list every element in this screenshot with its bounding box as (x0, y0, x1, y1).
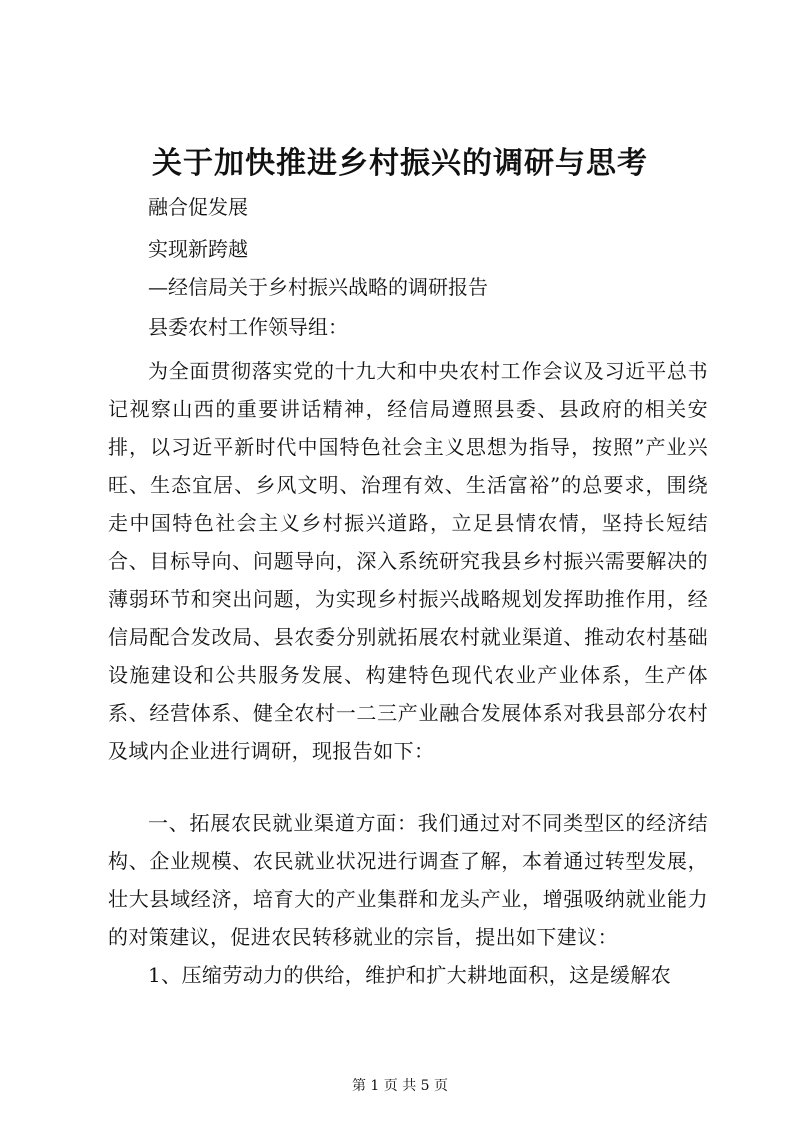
paragraph-item-1: 1、压缩劳动力的供给，维护和扩大耕地面积，这是缓解农 (148, 963, 672, 987)
page-footer: 第 1 页 共 5 页 (351, 1078, 449, 1094)
subtitle-line-1: 融合促发展 (148, 195, 248, 219)
subtitle-line-2: 实现新跨越 (148, 237, 248, 261)
salutation: 县委农村工作领导组： (148, 315, 348, 339)
document-title: 关于加快推进乡村振兴的调研与思考 (152, 146, 648, 181)
report-subtitle: —经信局关于乡村振兴战略的调研报告 (148, 275, 488, 299)
paragraph-intro: 为全面贯彻落实党的十九大和中央农村工作会议及习近平总书记视察山西的重要讲话精神，经信局遵照县委、县政府的相关安排，以习近平新时代中国特色社会主义思想为指导，按照”产业兴旺、生态宜居、乡风文明、治理有效、生活富裕”的总要求，围绕走中国特色社会主义乡村振兴道路，立足县情农情，坚持长短结合、目标导向、问题导向，深入系统研究我县乡村振兴需要解决的薄弱环节和突出问题，为实现乡村振兴战略规划发挥助推作用，经信局配合发改局、县农委分别就拓展农村就业渠道、推动农村基础设施建设和公共服务发展、构建特色现代农业产业体系，生产体系、经营体系、健全农村一二三产业融合发展体系对我县部分农村及域内企业进行调研，现报告如下： (108, 359, 708, 763)
paragraph-section-1: 一、拓展农民就业渠道方面：我们通过对不同类型区的经济结构、企业规模、农民就业状况进行调查了解，本着通过转型发展，壮大县域经济，培育大的产业集群和龙头产业，增强吸纳就业能力的对策建议，促进农民转移就业的宗旨，提出如下建议： (108, 811, 708, 949)
